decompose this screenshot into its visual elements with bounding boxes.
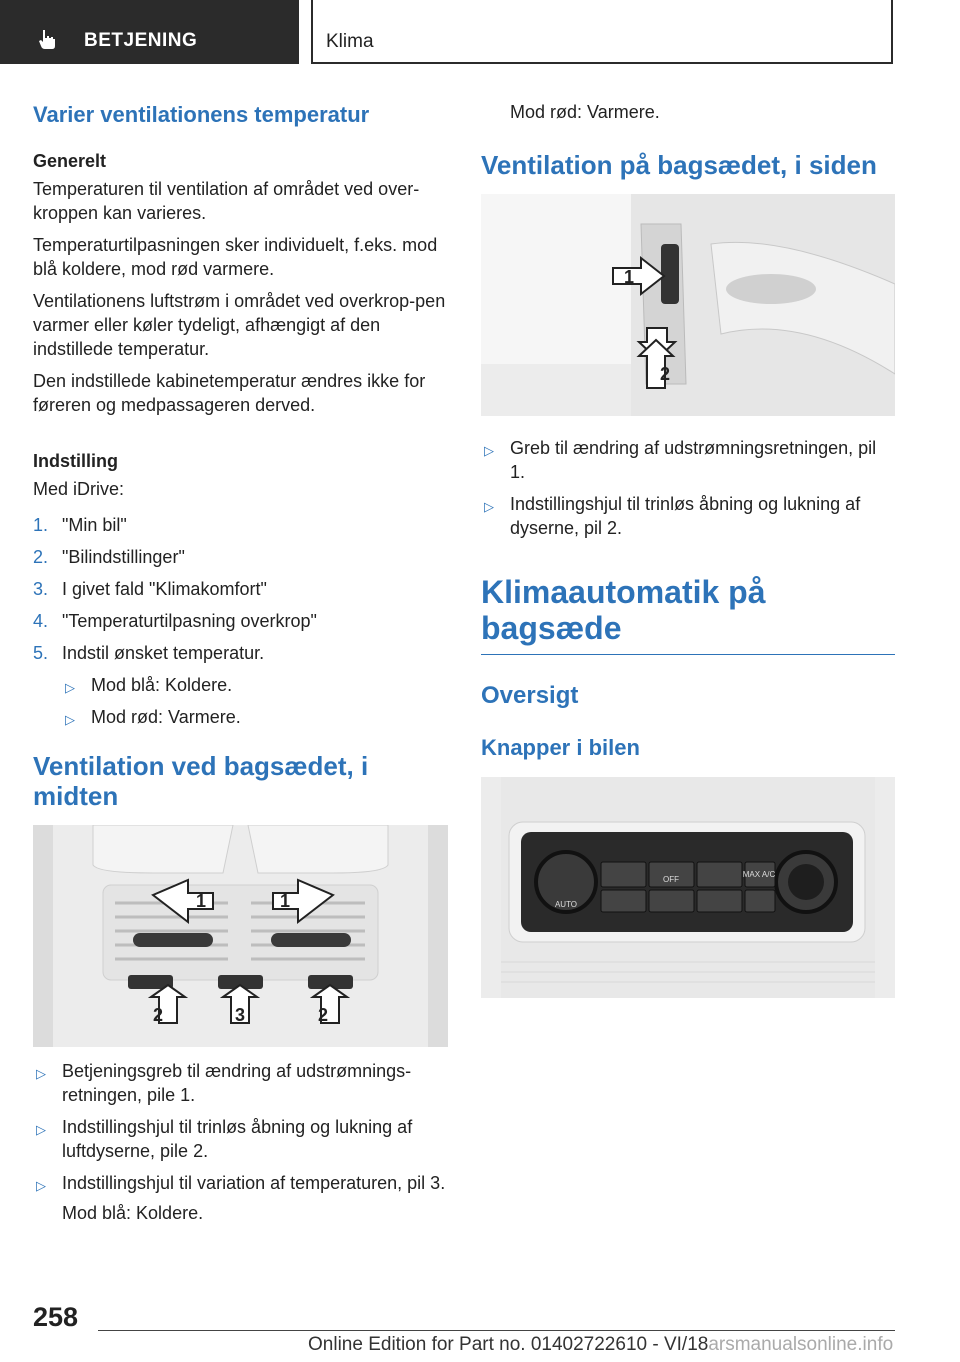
paragraph: Temperaturen til ventilation af området ved over-kroppen kan varieres. <box>33 179 420 223</box>
paragraph: Ventilationens luftstrøm i området ved overkrop-pen varmer eller køler tydeligt, afhængigt af den indstillede temperatur. <box>33 291 446 359</box>
bullet-list <box>481 436 895 540</box>
figure-label: 1 <box>195 891 207 911</box>
section-heading: Ventilation ved bagsædet, i midten <box>33 751 369 811</box>
sub-list <box>62 673 448 729</box>
page-number: 258 <box>33 1302 79 1332</box>
paragraph: Mod rød: Varmere. <box>510 102 660 122</box>
bullet-list <box>33 1059 448 1195</box>
header-chapter-box <box>311 0 893 64</box>
paragraph: Mod blå: Koldere. <box>62 1203 204 1223</box>
footer-edition: Online Edition for Part no. 01402722610 - VI/18arsmanualsonline.info <box>308 1334 894 1355</box>
list-item: ▷ Greb til ændring af udstrømningsretningen, pil 1. <box>484 438 877 482</box>
panel-label: AUTO <box>554 900 578 909</box>
figure-label: 1 <box>279 891 291 911</box>
figure-label: 2 <box>152 1005 164 1025</box>
paragraph: Den indstillede kabinetemperatur ændres ikke for føreren og medpassageren derved. <box>33 371 426 415</box>
right-column <box>481 100 895 1004</box>
paragraph: Temperaturtilpasningen sker individuelt, f.eks. mod blå koldere, mod rød varmere. <box>33 235 438 279</box>
left-column <box>33 100 448 1233</box>
rear-side-vent-figure <box>481 194 895 416</box>
chapter-heading: Klimaautomatik på bagsæde <box>481 574 766 646</box>
header-section-tab <box>0 0 299 64</box>
list-item: ▷ Indstillingshjul til trinløs åbning og lukning af luftdyserne, pile 2. <box>36 1117 413 1161</box>
list-item: ▷ Mod blå: Koldere. <box>62 673 448 697</box>
list-item: ▷ Mod rød: Varmere. <box>62 705 448 729</box>
rear-center-vent-figure <box>33 825 448 1047</box>
panel-label: OFF <box>663 875 679 884</box>
list-item: 5. Indstil ønsket temperatur. ▷ Mod blå: Koldere. ▷ Mod rød: Varmere. <box>33 641 448 729</box>
subheading-general: Generelt <box>33 151 107 171</box>
section-heading: Ventilation på bagsædet, i siden <box>481 150 877 180</box>
figure-label: 3 <box>234 1005 246 1025</box>
figure-label: 2 <box>317 1005 329 1025</box>
figure-label: 2 <box>659 364 671 384</box>
hand-pointer-icon <box>36 28 58 50</box>
rear-climate-panel-figure <box>481 777 895 998</box>
panel-label: MAX A/C <box>742 870 776 879</box>
triangle-bullet-icon: ▷ <box>36 1066 46 1081</box>
subsection-heading: Knapper i bilen <box>481 735 640 760</box>
triangle-bullet-icon: ▷ <box>484 443 494 458</box>
header-chapter-label: Klima <box>326 31 374 52</box>
figure-label: 1 <box>623 267 635 287</box>
triangle-bullet-icon: ▷ <box>65 712 75 727</box>
header-section-label: BETJENING <box>84 30 198 51</box>
triangle-bullet-icon: ▷ <box>484 499 494 514</box>
triangle-bullet-icon: ▷ <box>36 1122 46 1137</box>
chapter-heading-block <box>481 574 895 655</box>
paragraph: Med iDrive: <box>33 479 125 499</box>
step-list <box>33 513 448 729</box>
list-item: 1. "Min bil" <box>33 515 127 535</box>
list-item: ▷ Indstillingshjul til variation af temperaturen, pil 3. <box>33 1171 448 1195</box>
watermark: arsmanualsonline.info <box>708 1334 894 1355</box>
subsection-heading: Oversigt <box>481 682 579 709</box>
triangle-bullet-icon: ▷ <box>36 1178 46 1193</box>
section-heading: Varier ventilationens temperatur <box>33 102 370 127</box>
list-item: ▷ Betjeningsgreb til ændring af udstrømnings-retningen, pile 1. <box>36 1061 412 1105</box>
triangle-bullet-icon: ▷ <box>65 680 75 695</box>
subheading-setting: Indstilling <box>33 451 118 471</box>
list-item: 2. "Bilindstillinger" <box>33 547 185 567</box>
list-item: 4. "Temperaturtilpasning overkrop" <box>33 611 317 631</box>
footer-rule <box>98 1330 895 1331</box>
list-item: 3. I givet fald "Klimakomfort" <box>33 579 267 599</box>
list-item: ▷ Indstillingshjul til trinløs åbning og lukning af dyserne, pil 2. <box>484 494 861 538</box>
